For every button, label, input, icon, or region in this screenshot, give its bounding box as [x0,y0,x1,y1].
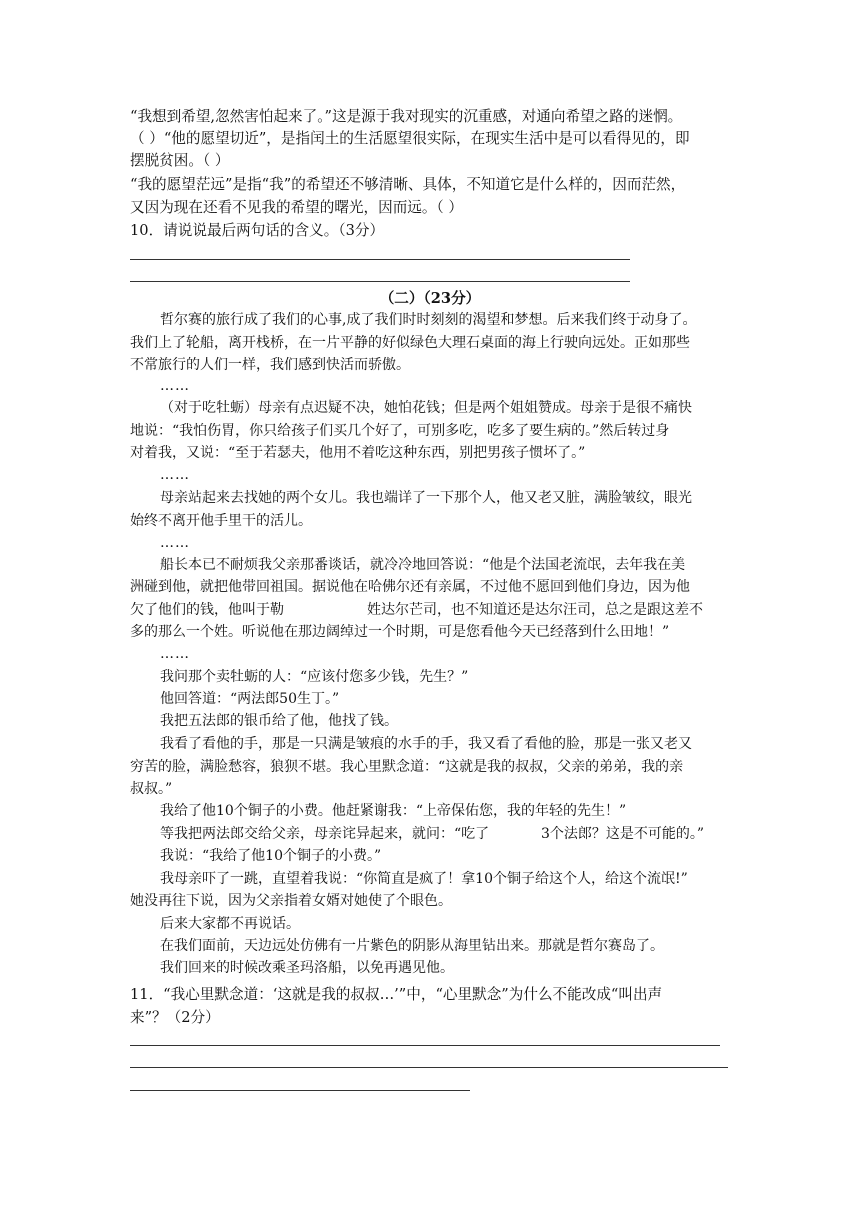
passage-p5: 我问那个卖牡蛎的人：“应该付您多少钱，先生？” [160,669,469,685]
q9-statement-1: “我想到希望,忽然害怕起来了。”这是源于我对现实的沉重感，对通向希望之路的迷惘。 [130,108,683,125]
q10-answer-line-2[interactable] [130,281,630,282]
passage-p4: 船长本已不耐烦我父亲那番谈话，就冷冷地回答说：“他是个法国老流氓，去年我在美 [160,557,686,573]
passage-p4-line4: 多的那么一个姓。听说他在那边阔绰过一个时期，可是您看他今天已经落到什么田地！” [130,624,670,640]
passage-p8: 我看了看他的手，那是一只满是皱痕的水手的手，我又看了看他的脸，那是一张又老又 [160,736,692,752]
ellipsis-1: …… [160,378,190,394]
passage-p4-line3b: 姓达尔芒司，也不知道还是达尔汪司，总之是跟这差不 [367,602,703,618]
passage-p10b: 3个法郎？这是不可能的。” [541,826,705,842]
section-title: （二）（23分） [379,290,481,307]
ellipsis-2: …… [160,467,190,483]
q9-statement-2-cont: 摆脱贫困。（ ） [130,152,230,169]
passage-p8-line2: 穷苦的脸，满脸愁容，狼狈不堪。我心里默念道：“这就是我的叔叔，父亲的弟弟，我的亲 [130,759,684,775]
passage-p6: 他回答道：“两法郎50生丁。” [160,691,340,707]
passage-p4-line3a: 欠了他们的钱，他叫于勒 [130,602,284,618]
passage-p4-line2: 洲碰到他，就把他带回祖国。据说他在哈佛尔还有亲属，不过他不愿回到他们身边，因为他 [130,579,690,595]
passage-p7: 我把五法郎的银币给了他，他找了钱。 [160,713,398,729]
q11-prompt-cont: 来”？（2分） [130,1009,220,1026]
q11-answer-line-1[interactable] [130,1045,720,1046]
passage-p14: 在我们面前，天边远处仿佛有一片紫色的阴影从海里钻出来。那就是哲尔赛岛了。 [160,938,664,954]
q9-statement-2: （ ）“他的愿望切近”，是指闰土的生活愿望很实际，在现实生活中是可以看得见的，即 [130,130,690,147]
q11-answer-line-3[interactable] [130,1090,470,1091]
passage-p10a: 等我把两法郎交给父亲，母亲诧异起来，就问：“吃了 [160,826,490,842]
ellipsis-4: …… [160,646,190,662]
passage-p8-line3: 叔叔。” [130,781,173,797]
q11-answer-line-2[interactable] [130,1067,728,1068]
q9-statement-3-cont: 又因为现在还看不见我的希望的曙光，因而远。（ ） [130,199,463,216]
q10-answer-line-1[interactable] [130,259,630,260]
passage-p3: 母亲站起来去找她的两个女儿。我也端详了一下那个人，他又老又脏，满脸皱纹，眼光 [160,490,692,506]
passage-p1-line3: 不常旅行的人们一样，我们感到快活而骄傲。 [130,357,410,373]
passage-p12: 我母亲吓了一跳，直望着我说：“你简直是疯了！拿10个铜子给这个人，给这个流氓!” [160,871,688,887]
passage-p3-line2: 始终不离开他手里干的活儿。 [130,513,312,529]
passage-p11: 我说：“我给了他10个铜子的小费。” [160,848,382,864]
q10-prompt: 10．请说说最后两句话的含义。（3分） [130,222,385,239]
passage-p1-line2: 我们上了轮船，离开栈桥，在一片平静的好似绿色大理石桌面的海上行驶向远处。正如那些 [130,335,690,351]
ellipsis-3: …… [160,535,190,551]
passage-p15: 我们回来的时候改乘圣玛洛船，以免再遇见他。 [160,960,454,976]
passage-p1: 哲尔赛的旅行成了我们的心事,成了我们时时刻刻的渴望和梦想。后来我们终于动身了。 [160,312,697,328]
passage-p13: 后来大家都不再说话。 [160,916,300,932]
q9-statement-3: “我的愿望茫远”是指“我”的希望还不够清晰、具体，不知道它是什么样的，因而茫然， [130,176,686,193]
passage-p12-line2: 她没再往下说，因为父亲指着女婿对她使了个眼色。 [130,893,452,909]
q11-prompt: 11．“我心里默念道：‘这就是我的叔叔…’”中，“心里默念”为什么不能改成“叫出声 [130,986,663,1003]
passage-p2-line2: 地说：“我怕伤胃，你只给孩子们买几个好了，可别多吃，吃多了要生病的。”然后转过身 [130,423,670,439]
passage-p2-line3: 对着我，又说：“至于若瑟夫，他用不着吃这种东西，别把男孩子惯坏了。” [130,445,586,461]
passage-p2: （对于吃牡蛎）母亲有点迟疑不决，她怕花钱；但是两个姐姐赞成。母亲于是很不痛快 [160,400,692,416]
passage-p9: 我给了他10个铜子的小费。他赶紧谢我：“上帝保佑您，我的年轻的先生！” [160,803,627,819]
